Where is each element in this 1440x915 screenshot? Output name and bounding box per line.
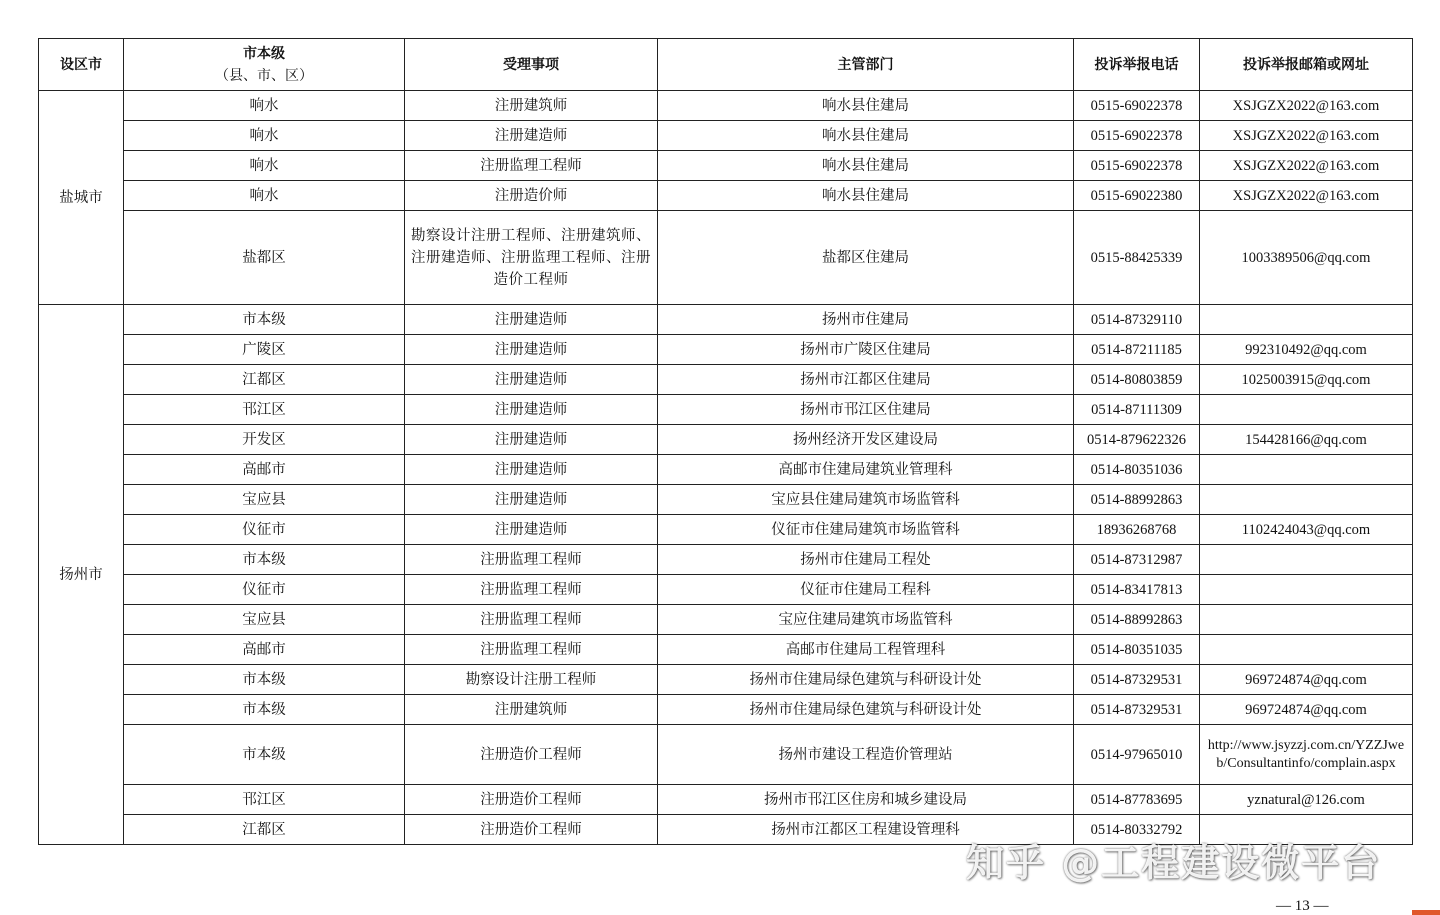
table-row [39, 305, 1413, 335]
header-level-line2: （县、市、区） [215, 67, 313, 84]
item-cell: 注册建造师 [405, 395, 658, 425]
district-cell: 邗江区 [124, 395, 405, 425]
complaint-contact-table [38, 38, 1413, 845]
phone-cell: 0515-69022378 [1074, 91, 1200, 121]
table-row [39, 365, 1413, 395]
item-cell: 注册建筑师 [405, 91, 658, 121]
item-cell: 注册建造师 [405, 455, 658, 485]
table-row [39, 181, 1413, 211]
item-cell: 注册建筑师 [405, 695, 658, 725]
dept-cell: 宝应住建局建筑市场监管科 [658, 605, 1074, 635]
item-cell: 注册建造师 [405, 425, 658, 455]
email-cell: XSJGZX2022@163.com [1200, 151, 1413, 181]
phone-cell: 0515-88425339 [1074, 211, 1200, 305]
email-cell: 1025003915@qq.com [1200, 365, 1413, 395]
phone-cell: 0514-87783695 [1074, 785, 1200, 815]
email-cell: 1102424043@qq.com [1200, 515, 1413, 545]
table-row [39, 91, 1413, 121]
district-cell: 仪征市 [124, 575, 405, 605]
item-cell: 注册建造师 [405, 485, 658, 515]
email-cell [1200, 545, 1413, 575]
email-cell: 969724874@qq.com [1200, 695, 1413, 725]
table-row [39, 725, 1413, 785]
district-cell: 响水 [124, 181, 405, 211]
corner-accent [1412, 910, 1440, 915]
city-cell: 扬州市 [39, 305, 124, 845]
dept-cell: 仪征市住建局建筑市场监管科 [658, 515, 1074, 545]
phone-cell: 0514-97965010 [1074, 725, 1200, 785]
dept-cell: 扬州市建设工程造价管理站 [658, 725, 1074, 785]
phone-cell: 0514-80803859 [1074, 365, 1200, 395]
district-cell: 市本级 [124, 665, 405, 695]
email-cell [1200, 395, 1413, 425]
table-row [39, 211, 1413, 305]
email-cell: 1003389506@qq.com [1200, 211, 1413, 305]
table-row [39, 151, 1413, 181]
table-row [39, 605, 1413, 635]
email-cell: XSJGZX2022@163.com [1200, 181, 1413, 211]
phone-cell: 0514-88992863 [1074, 605, 1200, 635]
phone-cell: 0514-88992863 [1074, 485, 1200, 515]
email-cell: 992310492@qq.com [1200, 335, 1413, 365]
email-cell: 154428166@qq.com [1200, 425, 1413, 455]
header-level-line1: 市本级 [243, 45, 285, 62]
dept-cell: 盐都区住建局 [658, 211, 1074, 305]
phone-cell: 0515-69022380 [1074, 181, 1200, 211]
item-cell: 注册造价师 [405, 181, 658, 211]
email-cell [1200, 485, 1413, 515]
item-cell: 注册监理工程师 [405, 635, 658, 665]
dept-cell: 扬州市住建局绿色建筑与科研设计处 [658, 665, 1074, 695]
phone-cell: 0514-80351035 [1074, 635, 1200, 665]
phone-cell: 0514-87329531 [1074, 665, 1200, 695]
table-row [39, 575, 1413, 605]
item-cell: 勘察设计注册工程师、注册建筑师、注册建造师、注册监理工程师、注册造价工程师 [405, 211, 658, 305]
watermark: 知乎 @工程建设微平台 [966, 841, 1382, 885]
district-cell: 市本级 [124, 545, 405, 575]
table-row [39, 785, 1413, 815]
district-cell: 高邮市 [124, 635, 405, 665]
dept-cell: 宝应县住建局建筑市场监管科 [658, 485, 1074, 515]
item-cell: 注册造价工程师 [405, 815, 658, 845]
table-row [39, 425, 1413, 455]
dept-cell: 响水县住建局 [658, 151, 1074, 181]
email-cell [1200, 455, 1413, 485]
item-cell: 注册监理工程师 [405, 575, 658, 605]
district-cell: 广陵区 [124, 335, 405, 365]
phone-cell: 18936268768 [1074, 515, 1200, 545]
table-header-row [39, 39, 1413, 91]
phone-cell: 0514-87312987 [1074, 545, 1200, 575]
dept-cell: 高邮市住建局工程管理科 [658, 635, 1074, 665]
table-row [39, 665, 1413, 695]
item-cell: 注册监理工程师 [405, 605, 658, 635]
district-cell: 高邮市 [124, 455, 405, 485]
dept-cell: 扬州市住建局 [658, 305, 1074, 335]
item-cell: 注册建造师 [405, 365, 658, 395]
table-row [39, 515, 1413, 545]
phone-cell: 0514-879622326 [1074, 425, 1200, 455]
item-cell: 注册建造师 [405, 305, 658, 335]
dept-cell: 扬州市邗江区住建局 [658, 395, 1074, 425]
district-cell: 响水 [124, 151, 405, 181]
item-cell: 注册造价工程师 [405, 785, 658, 815]
item-cell: 注册监理工程师 [405, 151, 658, 181]
district-cell: 宝应县 [124, 605, 405, 635]
district-cell: 开发区 [124, 425, 405, 455]
table-row [39, 545, 1413, 575]
item-cell: 注册建造师 [405, 515, 658, 545]
table-row [39, 455, 1413, 485]
email-cell: XSJGZX2022@163.com [1200, 121, 1413, 151]
header-city: 设区市 [39, 39, 124, 91]
dept-cell: 扬州经济开发区建设局 [658, 425, 1074, 455]
district-cell: 响水 [124, 121, 405, 151]
table-row [39, 635, 1413, 665]
district-cell: 市本级 [124, 725, 405, 785]
item-cell: 注册建造师 [405, 335, 658, 365]
district-cell: 市本级 [124, 695, 405, 725]
dept-cell: 高邮市住建局建筑业管理科 [658, 455, 1074, 485]
table-row [39, 395, 1413, 425]
phone-cell: 0514-87111309 [1074, 395, 1200, 425]
phone-cell: 0514-83417813 [1074, 575, 1200, 605]
dept-cell: 响水县住建局 [658, 91, 1074, 121]
email-cell: XSJGZX2022@163.com [1200, 91, 1413, 121]
phone-cell: 0514-80351036 [1074, 455, 1200, 485]
phone-cell: 0515-69022378 [1074, 121, 1200, 151]
email-cell [1200, 605, 1413, 635]
dept-cell: 扬州市住建局工程处 [658, 545, 1074, 575]
header-level [124, 39, 405, 91]
district-cell: 江都区 [124, 365, 405, 395]
dept-cell: 扬州市广陵区住建局 [658, 335, 1074, 365]
phone-cell: 0514-87329531 [1074, 695, 1200, 725]
table-row [39, 121, 1413, 151]
email-cell: yznatural@126.com [1200, 785, 1413, 815]
header-email: 投诉举报邮箱或网址 [1200, 39, 1413, 91]
header-phone: 投诉举报电话 [1074, 39, 1200, 91]
phone-cell: 0514-87211185 [1074, 335, 1200, 365]
item-cell: 注册造价工程师 [405, 725, 658, 785]
phone-cell: 0515-69022378 [1074, 151, 1200, 181]
dept-cell: 扬州市住建局绿色建筑与科研设计处 [658, 695, 1074, 725]
item-cell: 注册建造师 [405, 121, 658, 151]
table-row [39, 485, 1413, 515]
district-cell: 仪征市 [124, 515, 405, 545]
dept-cell: 扬州市江都区住建局 [658, 365, 1074, 395]
email-cell [1200, 635, 1413, 665]
dept-cell: 扬州市江都区工程建设管理科 [658, 815, 1074, 845]
district-cell: 响水 [124, 91, 405, 121]
table-row [39, 695, 1413, 725]
email-cell [1200, 575, 1413, 605]
phone-cell: 0514-80332792 [1074, 815, 1200, 845]
district-cell: 邗江区 [124, 785, 405, 815]
dept-cell: 响水县住建局 [658, 121, 1074, 151]
email-cell: http://www.jsyzzj.com.cn/YZZJweb/Consultantinfo/complain.aspx [1200, 725, 1413, 785]
table-row [39, 335, 1413, 365]
district-cell: 宝应县 [124, 485, 405, 515]
item-cell: 勘察设计注册工程师 [405, 665, 658, 695]
city-cell: 盐城市 [39, 91, 124, 305]
table-body [39, 91, 1413, 845]
phone-cell: 0514-87329110 [1074, 305, 1200, 335]
dept-cell: 扬州市邗江区住房和城乡建设局 [658, 785, 1074, 815]
district-cell: 盐都区 [124, 211, 405, 305]
district-cell: 市本级 [124, 305, 405, 335]
header-item: 受理事项 [405, 39, 658, 91]
page-number: — 13 — [1276, 898, 1329, 914]
dept-cell: 仪征市住建局工程科 [658, 575, 1074, 605]
email-cell: 969724874@qq.com [1200, 665, 1413, 695]
item-cell: 注册监理工程师 [405, 545, 658, 575]
dept-cell: 响水县住建局 [658, 181, 1074, 211]
email-cell [1200, 305, 1413, 335]
header-dept: 主管部门 [658, 39, 1074, 91]
district-cell: 江都区 [124, 815, 405, 845]
